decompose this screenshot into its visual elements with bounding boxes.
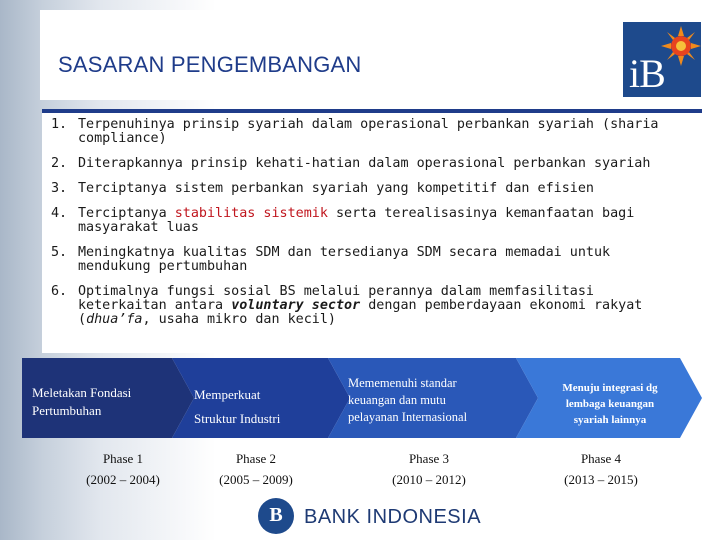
item-text: Terpenuhinya prinsip syariah dalam operasional perbankan syariah (sharia compliance) <box>78 117 659 146</box>
phase-1-years: (2002 – 2004) <box>86 472 160 487</box>
chevron-4-line-3: syariah lainnya <box>573 414 647 426</box>
bank-indonesia-logo <box>258 498 498 538</box>
ib-logo <box>623 22 701 97</box>
chevron-4-label <box>540 380 680 428</box>
bank-emblem-icon <box>258 498 294 534</box>
chevron-3-line-1: Mememenuhi standar <box>348 376 457 390</box>
list-item <box>48 157 688 171</box>
list-item <box>48 118 688 146</box>
item-number: 4. <box>51 206 68 221</box>
chevron-2-line-1: Memperkuat <box>194 387 261 402</box>
phase-3-years: (2010 – 2012) <box>392 472 466 487</box>
list-item <box>48 246 688 274</box>
list-item <box>48 207 688 235</box>
chevron-4-line-1: Menuju integrasi dg <box>562 382 658 394</box>
logo-text: iB <box>629 51 665 96</box>
item-text: , usaha mikro dan kecil) <box>142 312 336 327</box>
item-number: 5. <box>51 245 68 260</box>
highlight-text: stabilitas sistemik <box>174 206 328 221</box>
item-number: 2. <box>51 156 68 171</box>
item-text: serta terealisasinya kemanfaatan bagi masyarakat luas <box>78 206 635 235</box>
chevron-1-line-1: Meletakan Fondasi <box>32 385 132 400</box>
phase-4-years: (2013 – 2015) <box>564 472 638 487</box>
item-number: 3. <box>51 181 68 196</box>
phase-4-label: Phase 4 <box>580 451 622 466</box>
italic-text: dhua’fa <box>86 312 143 327</box>
bank-emblem-letter: B <box>269 504 283 526</box>
chevron-1-label <box>32 384 131 420</box>
bank-name: BANK INDONESIA <box>304 506 482 528</box>
list-item <box>48 182 688 196</box>
page-title: SASARAN PENGEMBANGAN <box>58 52 362 77</box>
item-text: Terciptanya sistem perbankan syariah yang kompetitif dan efisien <box>78 181 594 196</box>
chevron-3-label <box>348 375 467 426</box>
chevron-2-label <box>194 383 280 431</box>
chevron-1-line-2: Pertumbuhan <box>32 403 102 418</box>
item-number: 1. <box>51 117 68 132</box>
list-item <box>48 285 688 327</box>
item-text: Diterapkannya prinsip kehati-hatian dalam operasional perbankan syariah <box>78 156 651 171</box>
emphasis-text: voluntary sector <box>231 298 361 313</box>
item-text: Meningkatnya kualitas SDM dan tersedianya SDM secara memadai untuk mendukung pertumbuhan <box>78 245 611 274</box>
chevron-3-line-2: keuangan dan mutu <box>348 393 446 407</box>
goals-list <box>48 118 688 338</box>
phase-3-label: Phase 3 <box>408 451 450 466</box>
phase-1-label: Phase 1 <box>102 451 144 466</box>
item-text: Terciptanya <box>78 206 175 221</box>
phase-2-years: (2005 – 2009) <box>219 472 293 487</box>
item-text: dengan pemberdayaan ekonomi rakyat ( <box>78 298 643 327</box>
item-text: Optimalnya fungsi sosial BS melalui perannya dalam memfasilitasi keterkaitan antara <box>78 284 594 313</box>
chevron-3-line-3: pelayanan Internasional <box>348 410 468 424</box>
item-number: 6. <box>51 284 68 299</box>
sun-ornament-icon <box>659 24 701 68</box>
phase-2-label: Phase 2 <box>235 451 277 466</box>
chevron-4-line-2: lembaga keuangan <box>565 398 655 410</box>
chevron-2-line-2: Struktur Industri <box>194 411 281 426</box>
